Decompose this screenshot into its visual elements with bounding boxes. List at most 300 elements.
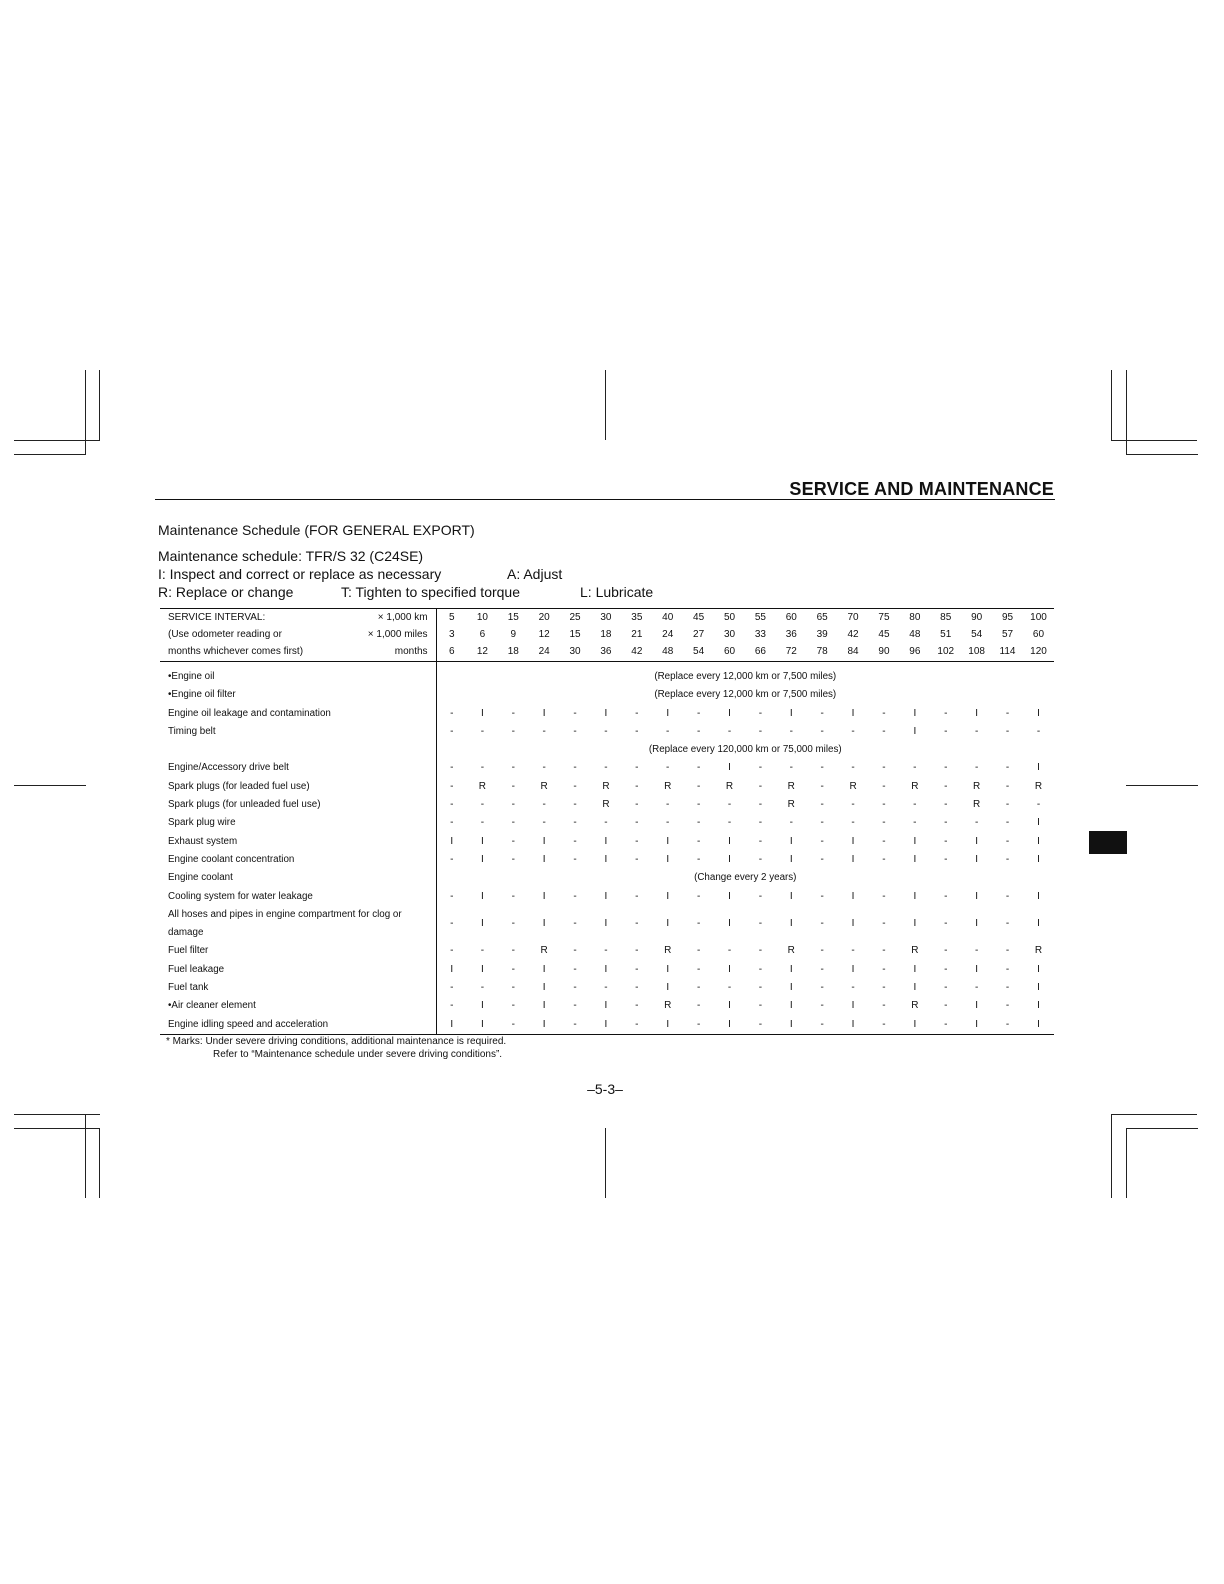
schedule-mark: - <box>913 762 917 774</box>
schedule-mark: I <box>851 890 855 902</box>
interval-value: 6 <box>436 643 467 662</box>
crop-mark <box>85 1114 86 1198</box>
schedule-mark: I <box>1037 707 1040 719</box>
schedule-mark: - <box>944 799 948 811</box>
schedule-mark: - <box>480 817 485 829</box>
schedule-mark: - <box>511 835 515 847</box>
schedule-mark: R <box>540 780 548 792</box>
interval-value: 33 <box>754 629 766 640</box>
schedule-mark: - <box>542 762 546 774</box>
interval-value: 3 <box>448 629 455 640</box>
schedule-mark: - <box>820 817 824 829</box>
schedule-mark: - <box>604 982 608 994</box>
crop-mark <box>14 1128 100 1129</box>
schedule-mark: - <box>1005 762 1010 774</box>
schedule-mark: - <box>758 918 763 929</box>
crop-mark <box>1111 370 1112 440</box>
interval-unit: months <box>340 643 436 662</box>
interval-value: 25 <box>560 609 591 628</box>
schedule-mark: - <box>450 982 454 994</box>
schedule-mark: R <box>540 945 548 957</box>
schedule-mark: - <box>635 982 639 994</box>
schedule-mark: - <box>511 817 515 829</box>
schedule-mark: I <box>542 890 546 902</box>
schedule-mark: I <box>789 918 793 929</box>
schedule-mark: - <box>573 707 577 719</box>
schedule-mark: R <box>725 780 734 792</box>
schedule-mark: - <box>635 890 639 902</box>
schedule-mark: I <box>1037 1000 1040 1012</box>
interval-value: 9 <box>510 629 517 640</box>
schedule-mark: - <box>480 799 485 811</box>
schedule-mark: I <box>542 707 546 719</box>
schedule-mark: - <box>944 963 948 975</box>
crop-mark <box>99 1128 100 1198</box>
schedule-mark: - <box>727 799 732 811</box>
schedule-mark: - <box>1036 799 1041 811</box>
schedule-mark: R <box>664 780 672 792</box>
interval-value: 84 <box>838 643 869 662</box>
schedule-mark: - <box>511 1000 515 1012</box>
maintenance-item: Fuel leakage <box>160 961 436 979</box>
interval-value: 18 <box>498 643 529 662</box>
maintenance-item: Engine/Accessory drive belt <box>160 759 436 777</box>
schedule-mark: - <box>635 725 639 737</box>
schedule-mark: I <box>467 1016 498 1035</box>
schedule-mark: - <box>820 945 824 957</box>
schedule-mark: I <box>789 707 793 719</box>
schedule-mark: I <box>913 963 917 975</box>
schedule-mark: - <box>820 890 824 902</box>
schedule-mark: - <box>820 799 824 811</box>
schedule-mark: I <box>714 1016 745 1035</box>
schedule-mark: - <box>820 725 824 737</box>
interval-value: 48 <box>909 629 921 640</box>
schedule-mark: - <box>573 780 577 792</box>
schedule-mark: - <box>758 817 763 829</box>
schedule-mark: - <box>511 918 515 929</box>
table-row <box>160 796 1054 814</box>
schedule-mark: - <box>511 982 515 994</box>
schedule-mark: I <box>1037 963 1040 975</box>
interval-label: SERVICE INTERVAL: <box>160 609 340 628</box>
section-title: SERVICE AND MAINTENANCE <box>789 479 1054 499</box>
schedule-mark: - <box>807 1016 838 1035</box>
interval-header-row <box>160 643 1054 662</box>
schedule-mark: I <box>851 918 855 929</box>
crop-mark <box>14 440 100 441</box>
schedule-mark: I <box>480 853 484 865</box>
table-row <box>160 814 1054 832</box>
schedule-mark: - <box>666 725 670 737</box>
schedule-mark: I <box>542 982 546 994</box>
interval-header-row <box>160 627 1054 643</box>
schedule-mark: - <box>635 799 639 811</box>
legend-replace: R: Replace or change <box>158 584 294 600</box>
interval-value: 90 <box>869 643 900 662</box>
schedule-mark: I <box>851 835 855 847</box>
schedule-mark: - <box>573 982 577 994</box>
schedule-mark: - <box>758 725 763 737</box>
schedule-mark: I <box>652 1016 683 1035</box>
schedule-mark: - <box>820 963 824 975</box>
schedule-mark: - <box>727 945 732 957</box>
table-row <box>160 869 1054 887</box>
schedule-mark: - <box>480 945 485 957</box>
schedule-mark: R <box>849 780 857 792</box>
interval-value: 75 <box>869 609 900 628</box>
schedule-mark: - <box>882 890 886 902</box>
schedule-mark: - <box>882 725 886 737</box>
crop-mark <box>1111 440 1197 441</box>
schedule-mark: - <box>758 1000 763 1012</box>
schedule-mark: I <box>913 707 917 719</box>
schedule-mark: - <box>851 817 855 829</box>
schedule-mark: - <box>944 853 948 865</box>
maintenance-item: Engine coolant <box>160 869 436 887</box>
schedule-mark: - <box>696 707 701 719</box>
schedule-mark: R <box>911 780 919 792</box>
schedule-mark: - <box>604 945 608 957</box>
schedule-mark: I <box>542 853 546 865</box>
schedule-mark: I <box>480 963 484 975</box>
schedule-mark: R <box>1034 780 1043 792</box>
schedule-mark: I <box>1037 762 1040 774</box>
schedule-mark: - <box>450 1000 454 1012</box>
interval-value: 15 <box>498 609 529 628</box>
schedule-mark: - <box>635 835 639 847</box>
schedule-mark: - <box>696 963 701 975</box>
schedule-mark: - <box>696 725 701 737</box>
schedule-mark: - <box>851 982 855 994</box>
schedule-mark: - <box>696 817 701 829</box>
schedule-mark: I <box>604 1000 608 1012</box>
interval-value: 36 <box>591 643 622 662</box>
interval-value: 48 <box>652 643 683 662</box>
interval-value: 65 <box>807 609 838 628</box>
schedule-mark: R <box>973 799 981 811</box>
schedule-mark: - <box>1036 725 1041 737</box>
schedule-mark: - <box>511 963 515 975</box>
schedule-mark: - <box>1005 890 1010 902</box>
schedule-mark: - <box>480 725 485 737</box>
schedule-mark: I <box>1037 982 1040 994</box>
schedule-mark: - <box>758 982 763 994</box>
schedule-mark: I <box>975 853 979 865</box>
schedule-mark: - <box>480 762 485 774</box>
interval-value: 36 <box>785 629 797 640</box>
schedule-mark: R <box>478 780 486 792</box>
interval-value: 21 <box>631 629 643 640</box>
schedule-mark: - <box>542 799 546 811</box>
schedule-mark: - <box>820 707 824 719</box>
schedule-mark: I <box>666 963 670 975</box>
interval-value: 45 <box>878 629 890 640</box>
schedule-mark: - <box>882 799 886 811</box>
schedule-mark: - <box>635 1000 639 1012</box>
schedule-mark: - <box>974 982 979 994</box>
schedule-mark: - <box>1005 982 1010 994</box>
schedule-mark: - <box>869 1016 900 1035</box>
schedule-mark: - <box>944 890 948 902</box>
schedule-mark: - <box>758 707 763 719</box>
schedule-mark: I <box>436 1016 467 1035</box>
schedule-mark: - <box>992 1016 1023 1035</box>
schedule-mark: - <box>683 1016 714 1035</box>
crop-mark <box>14 454 86 455</box>
interval-value: 55 <box>745 609 776 628</box>
table-row <box>160 705 1054 723</box>
schedule-mark: I <box>542 918 546 929</box>
table-row <box>160 961 1054 979</box>
interval-value: 120 <box>1023 643 1054 662</box>
schedule-mark: I <box>666 853 670 865</box>
schedule-mark: - <box>944 762 948 774</box>
schedule-mark: - <box>511 707 515 719</box>
maintenance-item: damage <box>160 924 436 942</box>
schedule-mark: - <box>974 817 979 829</box>
footnote-line-1: * Marks: Under severe driving conditions, additional maintenance is required. <box>166 1036 507 1047</box>
interval-note: (Replace every 12,000 km or 7,500 miles) <box>654 689 837 701</box>
interval-value: 30 <box>723 629 736 640</box>
schedule-mark: I <box>913 725 917 737</box>
interval-value: 100 <box>1023 609 1054 628</box>
schedule-mark: - <box>450 780 454 792</box>
schedule-mark: I <box>975 1000 979 1012</box>
interval-value: 96 <box>899 643 930 662</box>
schedule-mark: - <box>635 762 639 774</box>
schedule-mark: R <box>1034 945 1043 957</box>
schedule-mark: - <box>511 853 515 865</box>
interval-value: 35 <box>621 609 652 628</box>
schedule-mark: - <box>913 799 917 811</box>
schedule-mark: - <box>882 963 886 975</box>
schedule-mark: - <box>604 762 608 774</box>
schedule-mark: I <box>913 982 917 994</box>
schedule-mark: - <box>696 762 701 774</box>
schedule-mark: I <box>728 853 731 865</box>
schedule-mark: - <box>696 918 701 929</box>
interval-value: 60 <box>714 643 745 662</box>
interval-value: 108 <box>961 643 992 662</box>
interval-value: 18 <box>600 629 612 640</box>
interval-value: 72 <box>776 643 807 662</box>
maintenance-item: •Engine oil filter <box>160 686 436 704</box>
interval-value: 30 <box>591 609 622 628</box>
maintenance-item: Fuel tank <box>160 979 436 997</box>
schedule-mark: - <box>480 982 485 994</box>
schedule-mark: - <box>542 725 546 737</box>
table-row <box>160 942 1054 960</box>
interval-value: 54 <box>971 629 983 640</box>
schedule-mark: - <box>789 762 793 774</box>
interval-value: 60 <box>776 609 807 628</box>
interval-value: 27 <box>693 629 705 640</box>
schedule-mark: R <box>664 945 672 957</box>
schedule-mark: - <box>450 890 454 902</box>
schedule-mark: - <box>573 853 577 865</box>
interval-value: 70 <box>838 609 869 628</box>
schedule-mark: I <box>480 918 484 929</box>
interval-value: 6 <box>479 629 486 640</box>
schedule-mark: - <box>974 725 979 737</box>
schedule-mark: I <box>604 890 608 902</box>
header-rule <box>155 499 1055 500</box>
schedule-mark: - <box>511 725 515 737</box>
schedule-subheading: Maintenance schedule: TFR/S 32 (C24SE) <box>158 548 424 564</box>
schedule-mark: - <box>944 945 948 957</box>
schedule-mark: I <box>450 835 454 847</box>
interval-value: 45 <box>683 609 714 628</box>
schedule-mark: I <box>913 853 917 865</box>
maintenance-item: Exhaust system <box>160 833 436 851</box>
schedule-mark: - <box>758 890 763 902</box>
maintenance-item: •Engine oil <box>160 668 436 686</box>
interval-note: (Change every 2 years) <box>694 872 797 884</box>
schedule-mark: - <box>511 945 515 957</box>
schedule-mark: I <box>480 890 484 902</box>
schedule-mark: I <box>961 1016 992 1035</box>
schedule-mark: - <box>635 945 639 957</box>
table-row <box>160 741 1054 759</box>
schedule-mark: I <box>789 963 793 975</box>
schedule-mark: - <box>696 945 701 957</box>
schedule-mark: I <box>789 890 793 902</box>
schedule-mark: I <box>851 1000 855 1012</box>
schedule-mark: I <box>789 982 793 994</box>
schedule-mark: I <box>789 1000 793 1012</box>
schedule-mark: - <box>635 817 639 829</box>
schedule-mark: - <box>851 799 855 811</box>
interval-unit: × 1,000 km <box>340 609 436 628</box>
schedule-mark: I <box>728 835 731 847</box>
schedule-mark: I <box>975 835 979 847</box>
schedule-mark: I <box>604 853 608 865</box>
schedule-mark: - <box>511 799 515 811</box>
interval-value: 85 <box>930 609 961 628</box>
crop-mark <box>605 370 606 440</box>
table-row <box>160 888 1054 906</box>
schedule-mark: - <box>944 1000 948 1012</box>
schedule-mark: I <box>450 963 454 975</box>
schedule-mark: I <box>529 1016 560 1035</box>
interval-value: 42 <box>847 629 859 640</box>
interval-value: 15 <box>569 629 581 640</box>
maintenance-item: Timing belt <box>160 723 436 741</box>
schedule-mark: - <box>882 982 886 994</box>
table-row <box>160 979 1054 997</box>
schedule-mark: - <box>758 835 763 847</box>
schedule-mark: - <box>635 963 639 975</box>
schedule-mark: - <box>450 725 454 737</box>
interval-value: 20 <box>529 609 560 628</box>
schedule-mark: - <box>696 780 701 792</box>
schedule-mark: - <box>450 817 454 829</box>
schedule-mark: - <box>635 707 639 719</box>
interval-note: (Replace every 120,000 km or 75,000 miles) <box>648 744 842 756</box>
schedule-mark: I <box>480 707 484 719</box>
table-row <box>160 723 1054 741</box>
schedule-mark: - <box>666 762 670 774</box>
interval-label: months whichever comes first) <box>160 643 340 662</box>
schedule-mark: - <box>820 780 824 792</box>
schedule-mark: R <box>787 799 795 811</box>
schedule-mark: - <box>851 725 855 737</box>
interval-value: 10 <box>467 609 498 628</box>
schedule-mark: I <box>975 918 979 929</box>
interval-header-row <box>160 609 1054 628</box>
interval-value: 42 <box>621 643 652 662</box>
schedule-mark: - <box>450 707 454 719</box>
schedule-mark: - <box>944 780 948 792</box>
crop-mark <box>14 1114 100 1115</box>
maintenance-item: Spark plugs (for unleaded fuel use) <box>160 796 436 814</box>
interval-value: 12 <box>538 629 550 640</box>
schedule-mark: - <box>820 982 824 994</box>
interval-value: 102 <box>930 643 961 662</box>
schedule-mark: - <box>573 918 577 929</box>
schedule-mark: R <box>787 945 795 957</box>
schedule-mark: R <box>602 799 610 811</box>
schedule-mark: - <box>882 707 886 719</box>
schedule-mark: I <box>604 963 608 975</box>
schedule-mark: - <box>974 762 979 774</box>
schedule-mark: - <box>820 762 824 774</box>
schedule-mark: - <box>573 890 577 902</box>
schedule-mark: - <box>758 945 763 957</box>
schedule-mark: - <box>974 945 979 957</box>
schedule-mark: I <box>913 890 917 902</box>
maintenance-item: Cooling system for water leakage <box>160 888 436 906</box>
schedule-mark: - <box>758 780 763 792</box>
schedule-mark: I <box>666 707 670 719</box>
table-row <box>160 906 1054 924</box>
schedule-mark: - <box>944 707 948 719</box>
interval-value: 30 <box>560 643 591 662</box>
schedule-mark: - <box>851 762 855 774</box>
schedule-mark: - <box>882 853 886 865</box>
schedule-mark: I <box>604 707 608 719</box>
section-tab-marker <box>1089 831 1127 854</box>
schedule-mark: I <box>728 963 731 975</box>
crop-mark <box>1126 370 1127 455</box>
schedule-mark: - <box>1005 817 1010 829</box>
crop-mark <box>85 370 86 455</box>
schedule-mark: I <box>838 1016 869 1035</box>
schedule-mark: - <box>1005 963 1010 975</box>
schedule-mark: - <box>450 945 454 957</box>
schedule-mark: - <box>511 890 515 902</box>
schedule-mark: - <box>913 817 917 829</box>
schedule-mark: - <box>511 780 515 792</box>
schedule-mark: I <box>1023 1016 1054 1035</box>
schedule-mark: R <box>973 780 981 792</box>
maintenance-item: Engine idling speed and acceleration <box>160 1016 436 1035</box>
schedule-mark: - <box>820 835 824 847</box>
crop-mark <box>99 370 100 440</box>
schedule-mark: R <box>787 780 795 792</box>
schedule-mark: - <box>1005 707 1010 719</box>
schedule-mark: - <box>635 780 639 792</box>
schedule-mark: - <box>758 853 763 865</box>
schedule-mark: I <box>913 918 917 929</box>
schedule-mark: I <box>851 707 855 719</box>
schedule-mark: - <box>789 725 793 737</box>
schedule-mark: - <box>758 963 763 975</box>
schedule-mark: - <box>560 1016 591 1035</box>
schedule-mark: - <box>573 799 577 811</box>
schedule-mark: - <box>944 918 948 929</box>
